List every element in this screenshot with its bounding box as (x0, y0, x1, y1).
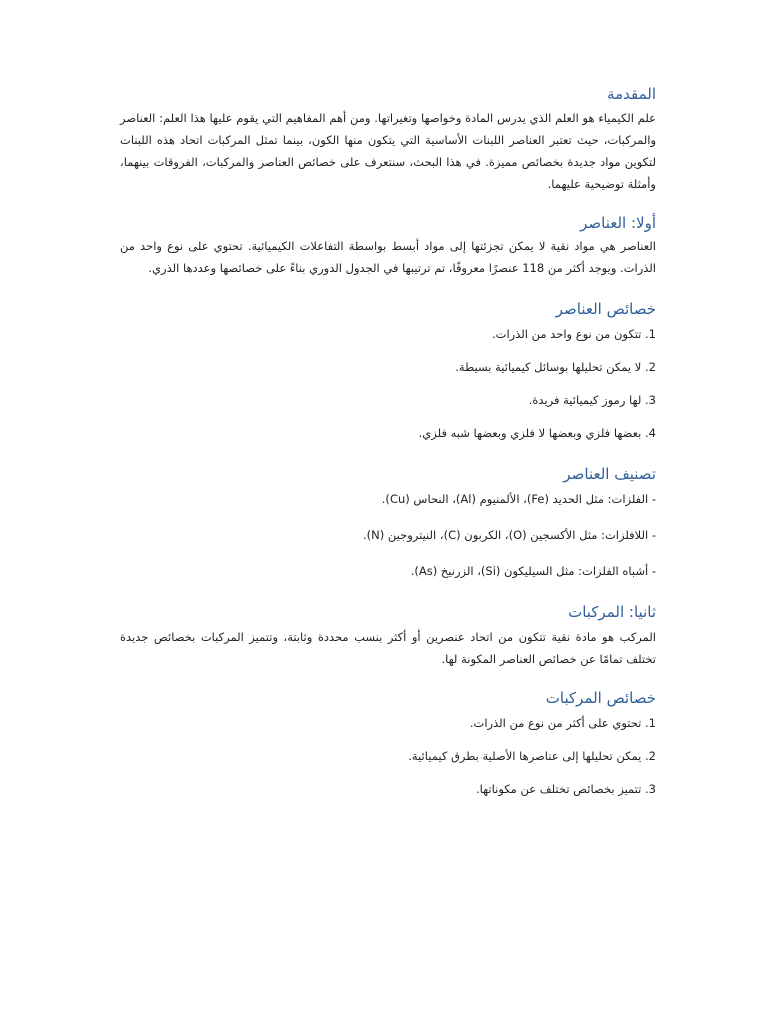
elements-line: العناصر هي مواد نقية لا يمكن تجزئتها إلى مواد أبسط بواسطة التفاعلات الكيميائية. تحتوي على نوع واحد من (120, 239, 656, 253)
element-classification-section (120, 464, 656, 580)
elements-line: الذرات. ويوجد أكثر من 118 عنصرًا معروفًا، تم ترتيبها في الجدول الدوري بناءً على خصائصها وعددها الذري. (148, 261, 656, 275)
intro-line: لتكوين مواد جديدة بخصائص مميزة. في هذا البحث، سنتعرف على خصائص العناصر والمركبات، الفروقات بينهما، (120, 155, 656, 169)
list-item: 4. بعضها فلزي وبعضها لا فلزي وبعضها شبه فلزي. (418, 426, 656, 440)
list-item: 3. لها رموز كيميائية فريدة. (528, 393, 656, 407)
list-item: 3. تتميز بخصائص تختلف عن مكوناتها. (475, 782, 656, 796)
intro-line: وأمثلة توضيحية عليهما. (547, 177, 656, 191)
list-item: 2. لا يمكن تحليلها بوسائل كيميائية بسيطة. (455, 360, 656, 374)
intro-paragraph (120, 107, 656, 195)
element-properties-section (120, 299, 656, 442)
list-item: - اللافلزات: مثل الأكسجين (O)، الكربون (C)، النيتروجين (N). (362, 528, 656, 542)
compound-properties-section (120, 688, 656, 798)
compounds-section (120, 602, 656, 670)
element-properties-heading: خصائص العناصر (555, 300, 656, 318)
compound-properties-heading: خصائص المركبات (545, 689, 656, 707)
compound-properties-list (120, 710, 656, 798)
elements-heading: أولا: العناصر (580, 214, 656, 232)
list-item: 2. يمكن تحليلها إلى عناصرها الأصلية بطرق كيميائية. (408, 749, 656, 763)
element-classification-list (120, 486, 656, 580)
compounds-line: المركب هو مادة نقية تتكون من اتحاد عنصرين أو أكثر بنسب محددة وثابتة، وتتميز المركبات بخصائص جديدة (120, 630, 656, 644)
element-classification-heading: تصنيف العناصر (563, 465, 656, 483)
list-item: - الفلزات: مثل الحديد (Fe)، الألمنيوم (Al)، النحاس (Cu). (381, 492, 656, 506)
intro-line: علم الكيمياء هو العلم الذي يدرس المادة وخواصها وتغيراتها. ومن أهم المفاهيم التي يقوم عليها هذا العلم: العناصر (120, 111, 656, 125)
intro-line: والمركبات، حيث تعتبر العناصر اللبنات الأساسية التي يتكون منها الكون، بينما تمثل المركبات اتحاد هذه اللبنات (120, 133, 656, 147)
elements-section (120, 213, 656, 279)
element-properties-list (120, 321, 656, 442)
compounds-paragraph (120, 626, 656, 670)
list-item: 1. تتكون من نوع واحد من الذرات. (491, 327, 656, 341)
compounds-heading: ثانيا: المركبات (568, 603, 656, 621)
elements-paragraph (120, 235, 656, 279)
list-item: 1. تحتوي على أكثر من نوع من الذرات. (469, 716, 656, 730)
compounds-line: تختلف تمامًا عن خصائص العناصر المكونة لها. (441, 652, 656, 666)
intro-section (120, 84, 656, 195)
list-item: - أشباه الفلزات: مثل السيليكون (Si)، الزرنيخ (As). (410, 564, 656, 578)
intro-heading: المقدمة (607, 85, 656, 103)
